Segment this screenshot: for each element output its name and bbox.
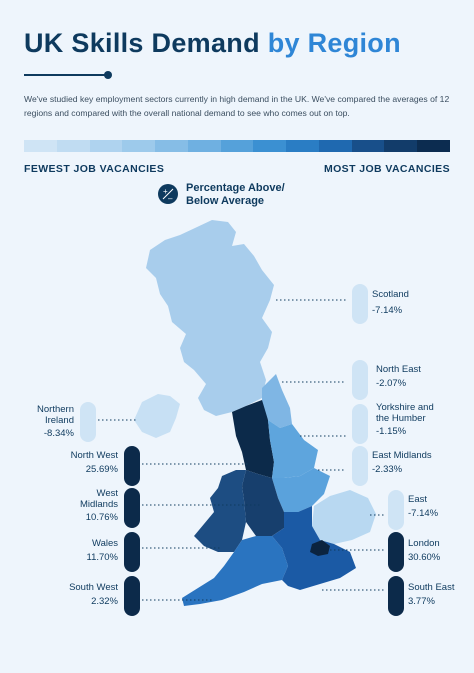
title-main: UK Skills Demand: [24, 28, 260, 58]
map-pin-icon-north-west: [124, 446, 140, 486]
map-pin-icon-scotland: [352, 284, 368, 324]
label-northern-ireland: Northern Ireland -8.34%: [37, 404, 74, 439]
scale-low-label: FEWEST JOB VACANCIES: [24, 163, 165, 175]
map-pin-icon-wales: [124, 532, 140, 572]
map-pin-icon-west-midlands: [124, 488, 140, 528]
map-pin-icon-south-west: [124, 576, 140, 616]
intro-text: We've studied key employment sectors currently in high demand in the UK. We've compared the averages of 12 regions and compared with the overall national demand to see who comes out on top.: [24, 94, 450, 118]
scale-high-label: MOST JOB VACANCIES: [323, 163, 450, 175]
map-pin-icon-london: [388, 532, 404, 572]
map-pin-icon-south-east: [388, 576, 404, 616]
map-pin-icon-north-east: [352, 360, 368, 400]
map-pin-icon-east: [388, 490, 404, 530]
map-pin-icon-northern-ireland: [80, 402, 96, 442]
map-pin-icon-yorkshire: [352, 404, 368, 444]
svg-text:+: +: [163, 187, 168, 196]
title-accent: by Region: [267, 28, 401, 58]
label-yorkshire: Yorkshire and the Humber -1.15%: [376, 402, 434, 437]
label-south-west: South West 2.32%: [69, 582, 118, 607]
label-south-east: South East 3.77%: [408, 582, 455, 607]
label-wales: Wales 11.70%: [86, 538, 118, 563]
label-scotland: Scotland -7.14%: [372, 289, 409, 316]
label-east-midlands: East Midlands -2.33%: [372, 450, 432, 475]
label-north-east: North East -2.07%: [376, 364, 421, 389]
svg-text:–: –: [168, 194, 173, 203]
legend-label: Percentage Above/ Below Average: [186, 182, 285, 207]
label-london: London 30.60%: [408, 538, 441, 563]
label-north-west: North West 25.69%: [70, 450, 118, 475]
label-west-midlands: West Midlands 10.76%: [79, 488, 118, 523]
map-pin-icon-east-midlands: [352, 446, 368, 486]
label-east: East -7.14%: [408, 494, 439, 519]
